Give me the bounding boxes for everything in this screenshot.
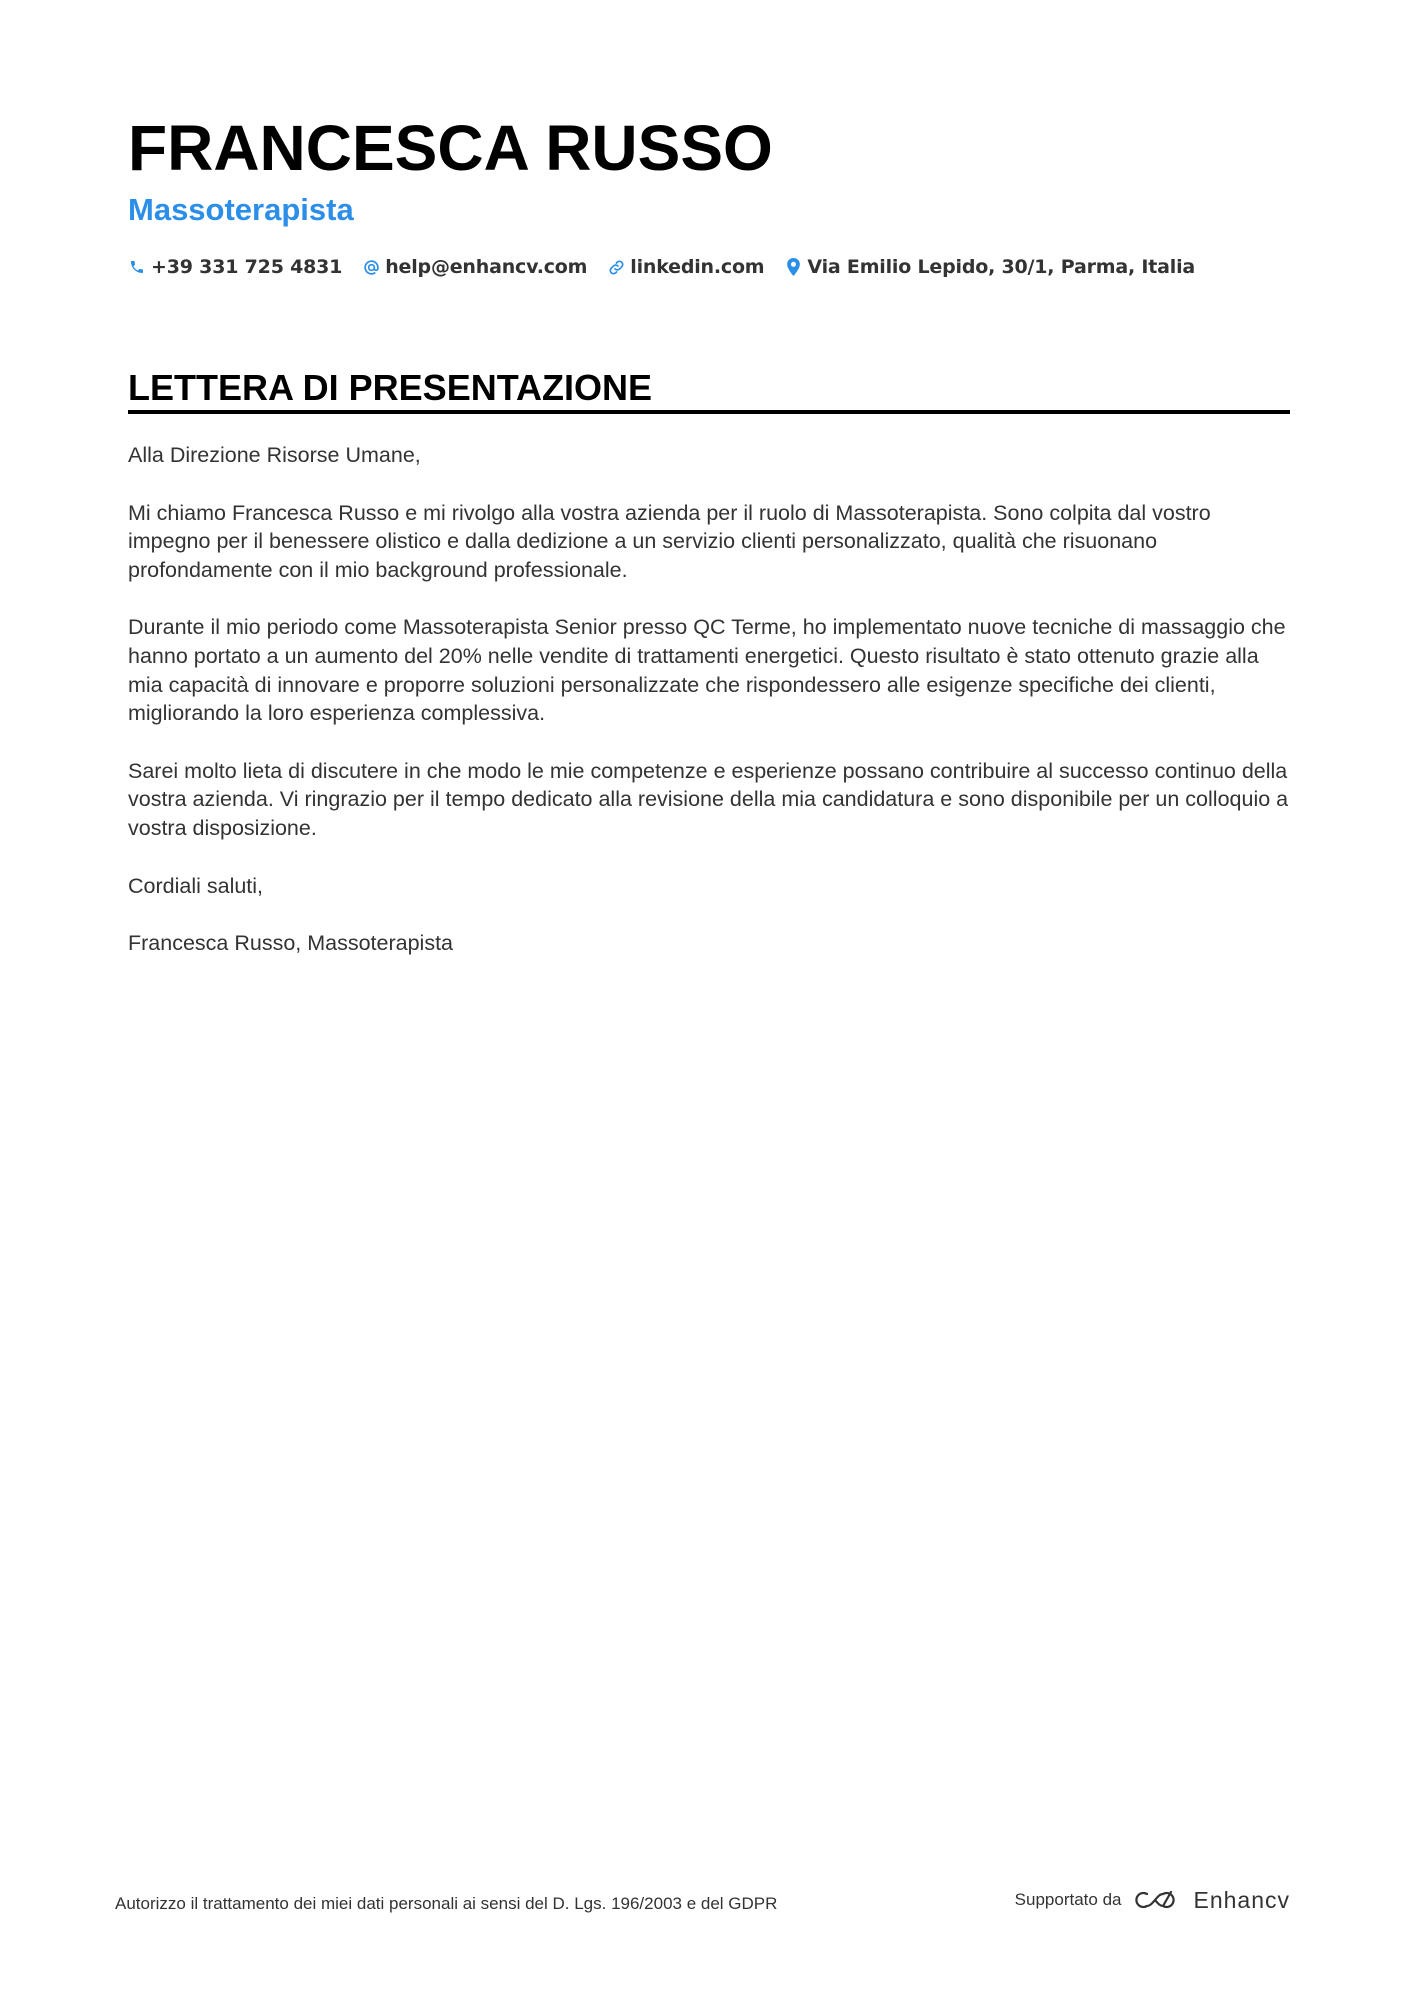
powered-by-label: Supportato da: [1014, 1890, 1122, 1909]
contact-address-text: Via Emilio Lepido, 30/1, Parma, Italia: [807, 256, 1196, 278]
letter-closing: Cordiali saluti,: [128, 873, 264, 898]
enhancv-brand: Enhancv: [1193, 1886, 1290, 1913]
letter-paragraph: Mi chiamo Francesca Russo e mi rivolgo alla vostra azienda per il ruolo di Massoterapista. Sono colpita dal vostro impegno per il benessere olistico e dalla dedizione a un servizio clienti personalizzato, qualità che risuonano profondamente con il mio background professionale.: [128, 500, 1211, 582]
contact-email-text: help@enhancv.com: [385, 256, 588, 278]
privacy-consent: Autorizzo il trattamento dei miei dati personali ai sensi del D. Lgs. 196/2003 e del GDPR: [115, 1894, 778, 1913]
letter-signature: Francesca Russo, Massoterapista: [128, 931, 454, 956]
contact-email[interactable]: [362, 256, 587, 278]
contact-linkedin[interactable]: [607, 256, 764, 278]
section-title: LETTERA DI PRESENTAZIONE: [128, 367, 653, 408]
letter-body: [128, 441, 1290, 987]
powered-by[interactable]: [1015, 1886, 1290, 1914]
letter-paragraph: Durante il mio periodo come Massoterapista Senior presso QC Terme, ho implementato nuove tecniche di massaggio che hanno portato a un aumento del 20% nelle vendite di trattamenti energetici. Questo risultato è stato ottenuto grazie alla mia capacità di innovare e proporre soluzioni personalizzate che rispondessero alle esigenze specifiche dei clienti, migliorando la loro esperienza complessiva.: [128, 615, 1286, 726]
contact-phone[interactable]: [128, 256, 342, 278]
enhancv-logo-icon: [1133, 1886, 1181, 1914]
contact-bar: [128, 252, 1215, 282]
at-icon: [362, 258, 380, 276]
link-icon: [607, 258, 625, 276]
letter-paragraph: Sarei molto lieta di discutere in che modo le mie competenze e esperienze possano contribuire al successo continuo della vostra azienda. Vi ringrazio per il tempo dedicato alla revisione della mia candidatura e sono disponibile per un colloquio a vostra disposizione.: [128, 758, 1289, 840]
candidate-role: Massoterapista: [128, 192, 354, 227]
phone-icon: [128, 258, 146, 276]
contact-linkedin-text: linkedin.com: [630, 256, 765, 278]
contact-phone-text: +39 331 725 4831: [151, 256, 343, 278]
contact-address: [784, 256, 1195, 278]
section-divider: [128, 410, 1290, 414]
candidate-name: FRANCESCA RUSSO: [128, 112, 773, 184]
letter-greeting: Alla Direzione Risorse Umane,: [128, 443, 421, 467]
location-pin-icon: [784, 258, 802, 276]
